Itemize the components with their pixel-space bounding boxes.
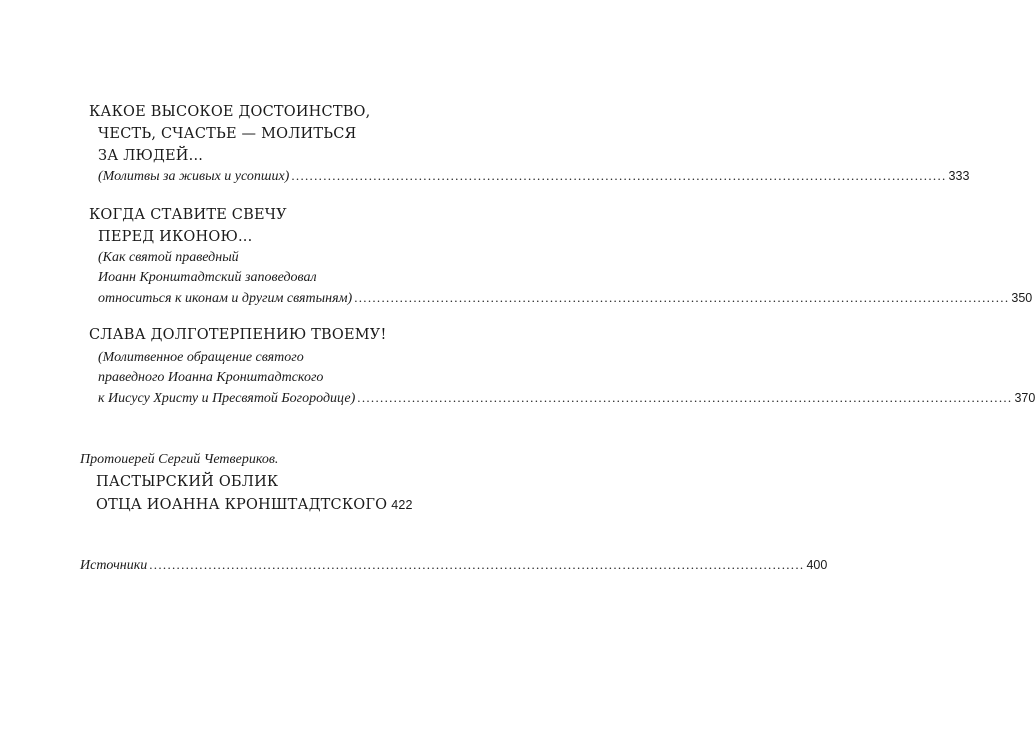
entry3-subtitle-line3: к Иисусу Христу и Пресвятой Богородице)	[98, 391, 356, 406]
entry1-dots: ................................................................................................................................................	[291, 168, 947, 183]
entry1-title-line2: ЧЕСТЬ, СЧАСТЬЕ — МОЛИТЬСЯ	[98, 126, 357, 142]
entry2-subtitle-line3: относиться к иконам и другим святыням)	[98, 291, 353, 306]
entry2-dots: ................................................................................................................................................	[354, 290, 1010, 305]
entry3-subtitle-line2: праведного Иоанна Кронштадтского	[98, 370, 324, 385]
entry5-dots: ................................................................................................................................................	[149, 557, 805, 572]
entry2-title-line2: ПЕРЕД ИКОНОЮ...	[98, 229, 253, 245]
entry4-author: Протоиерей Сергий Четвериков.	[80, 452, 279, 467]
entry3-title-line1: СЛАВА ДОЛГОТЕРПЕНИЮ ТВОЕМУ!	[89, 327, 387, 343]
entry5-page-number: 400	[806, 558, 828, 572]
entry2-subtitle-line1: (Как святой праведный	[98, 250, 239, 265]
entry3-subtitle-line1: (Молитвенное обращение святого	[98, 350, 304, 365]
entry1-leader-line[interactable]	[98, 168, 970, 185]
entry1-page-number: 333	[948, 169, 970, 183]
entry3-dots: ................................................................................................................................................	[357, 390, 1013, 405]
entry1-title-line3: ЗА ЛЮДЕЙ...	[98, 148, 204, 164]
entry2-page-number: 350	[1011, 291, 1033, 305]
entry3-page-number: 370	[1014, 391, 1035, 405]
entry1-subtitle: (Молитвы за живых и усопших)	[98, 169, 290, 184]
entry2-leader-line[interactable]	[98, 290, 1033, 307]
entry4-title-line1: ПАСТЫРСКИЙ ОБЛИК	[96, 474, 279, 490]
entry4-page-number: 422	[391, 498, 413, 512]
entry3-leader-line[interactable]	[98, 390, 1035, 407]
entry4-title-line2: ОТЦА ИОАННА КРОНШТАДТСКОГО	[96, 497, 388, 513]
entry4-leader-line[interactable]	[96, 497, 413, 513]
entry2-subtitle-line2: Иоанн Кронштадтский заповедовал	[98, 270, 317, 285]
entry1-title-line1: КАКОЕ ВЫСОКОЕ ДОСТОИНСТВО,	[89, 104, 371, 120]
entry5-title: Источники	[80, 558, 148, 573]
entry2-title-line1: КОГДА СТАВИТЕ СВЕЧУ	[89, 207, 287, 223]
entry5-leader-line[interactable]	[80, 557, 828, 574]
